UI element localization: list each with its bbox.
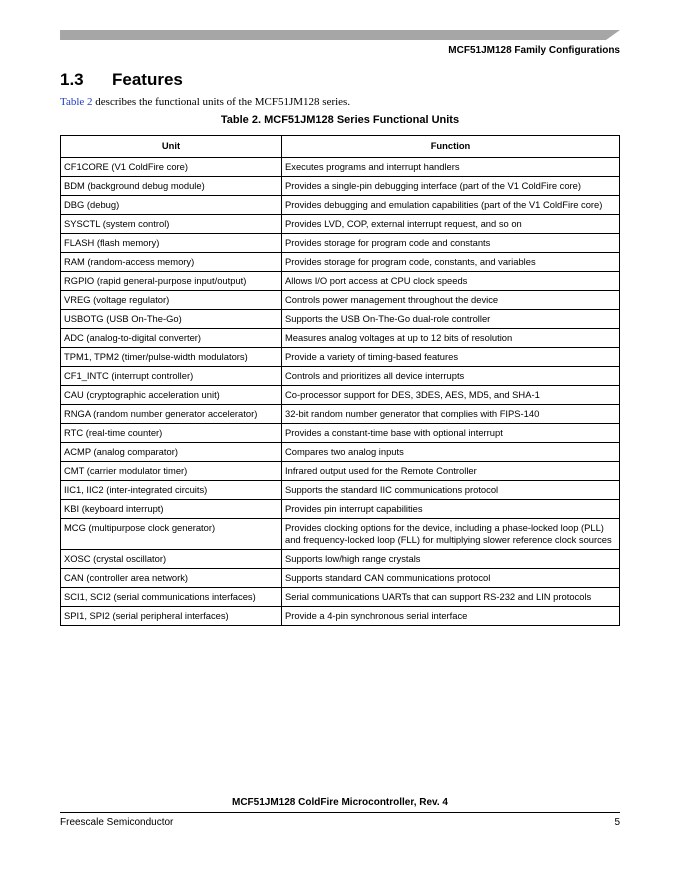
footer-divider <box>60 812 620 813</box>
table-row <box>61 348 620 367</box>
unit-cell: CMT (carrier modulator timer) <box>61 462 282 481</box>
unit-cell: RAM (random-access memory) <box>61 253 282 272</box>
table-row <box>61 424 620 443</box>
table-row <box>61 405 620 424</box>
table-row <box>61 367 620 386</box>
unit-cell: XOSC (crystal oscillator) <box>61 550 282 569</box>
table-row <box>61 500 620 519</box>
table-row <box>61 272 620 291</box>
section-number: 1.3 <box>60 70 84 89</box>
function-cell: Provide a variety of timing-based features <box>282 348 620 367</box>
unit-cell: MCG (multipurpose clock generator) <box>61 519 282 550</box>
function-cell: Serial communications UARTs that can support RS-232 and LIN protocols <box>282 588 620 607</box>
unit-cell: CAN (controller area network) <box>61 569 282 588</box>
unit-cell: IIC1, IIC2 (inter-integrated circuits) <box>61 481 282 500</box>
function-cell: Provides LVD, COP, external interrupt request, and so on <box>282 215 620 234</box>
section-heading <box>60 70 183 90</box>
running-header: MCF51JM128 Family Configurations <box>448 45 620 56</box>
header-unit: Unit <box>61 136 282 158</box>
unit-cell: CF1CORE (V1 ColdFire core) <box>61 158 282 177</box>
function-cell: Supports standard CAN communications protocol <box>282 569 620 588</box>
table-row <box>61 550 620 569</box>
table-header-row <box>61 136 620 158</box>
table-row <box>61 569 620 588</box>
unit-cell: RTC (real-time counter) <box>61 424 282 443</box>
function-cell: Compares two analog inputs <box>282 443 620 462</box>
unit-cell: CF1_INTC (interrupt controller) <box>61 367 282 386</box>
page-number: 5 <box>614 817 620 828</box>
table-row <box>61 253 620 272</box>
table-row <box>61 607 620 626</box>
function-cell: Executes programs and interrupt handlers <box>282 158 620 177</box>
function-cell: Controls power management throughout the device <box>282 291 620 310</box>
function-cell: Supports the standard IIC communications protocol <box>282 481 620 500</box>
function-cell: Allows I/O port access at CPU clock speeds <box>282 272 620 291</box>
unit-cell: BDM (background debug module) <box>61 177 282 196</box>
function-cell: Provide a 4-pin synchronous serial interface <box>282 607 620 626</box>
unit-cell: ACMP (analog comparator) <box>61 443 282 462</box>
function-cell: Supports the USB On-The-Go dual-role controller <box>282 310 620 329</box>
unit-cell: TPM1, TPM2 (timer/pulse-width modulators) <box>61 348 282 367</box>
function-cell: Provides pin interrupt capabilities <box>282 500 620 519</box>
header-function: Function <box>282 136 620 158</box>
table-row <box>61 177 620 196</box>
unit-cell: RNGA (random number generator accelerator) <box>61 405 282 424</box>
table-row <box>61 386 620 405</box>
footer-doc-title: MCF51JM128 ColdFire Microcontroller, Rev. 4 <box>232 797 448 808</box>
unit-cell: SCI1, SCI2 (serial communications interfaces) <box>61 588 282 607</box>
function-cell: Provides a single-pin debugging interface (part of the V1 ColdFire core) <box>282 177 620 196</box>
footer-company: Freescale Semiconductor <box>60 817 174 828</box>
header-bar <box>60 30 620 40</box>
function-cell: Provides debugging and emulation capabilities (part of the V1 ColdFire core) <box>282 196 620 215</box>
unit-cell: RGPIO (rapid general-purpose input/output) <box>61 272 282 291</box>
table-row <box>61 481 620 500</box>
unit-cell: KBI (keyboard interrupt) <box>61 500 282 519</box>
function-cell: Infrared output used for the Remote Controller <box>282 462 620 481</box>
table-caption: Table 2. MCF51JM128 Series Functional Units <box>220 114 460 126</box>
section-title: Features <box>112 70 183 89</box>
table-row <box>61 215 620 234</box>
unit-cell: SYSCTL (system control) <box>61 215 282 234</box>
table-row <box>61 291 620 310</box>
table-row <box>61 329 620 348</box>
unit-cell: FLASH (flash memory) <box>61 234 282 253</box>
function-cell: Provides storage for program code, constants, and variables <box>282 253 620 272</box>
unit-cell: DBG (debug) <box>61 196 282 215</box>
intro-text: describes the functional units of the MCF51JM128 series. <box>92 96 351 108</box>
table-row <box>61 443 620 462</box>
unit-cell: CAU (cryptographic acceleration unit) <box>61 386 282 405</box>
table-row <box>61 588 620 607</box>
unit-cell: SPI1, SPI2 (serial peripheral interfaces) <box>61 607 282 626</box>
unit-cell: ADC (analog-to-digital converter) <box>61 329 282 348</box>
table-reference-link[interactable]: Table 2 <box>60 96 93 108</box>
function-cell: Measures analog voltages at up to 12 bits of resolution <box>282 329 620 348</box>
table-row <box>61 158 620 177</box>
table-row <box>61 234 620 253</box>
function-cell: 32-bit random number generator that complies with FIPS-140 <box>282 405 620 424</box>
function-cell: Supports low/high range crystals <box>282 550 620 569</box>
function-cell: Co-processor support for DES, 3DES, AES, MD5, and SHA-1 <box>282 386 620 405</box>
intro-paragraph <box>60 96 350 108</box>
functional-units-table <box>60 135 620 626</box>
unit-cell: VREG (voltage regulator) <box>61 291 282 310</box>
table-row <box>61 462 620 481</box>
function-cell: Controls and prioritizes all device interrupts <box>282 367 620 386</box>
table-row <box>61 519 620 550</box>
function-cell: Provides a constant-time base with optional interrupt <box>282 424 620 443</box>
table-row <box>61 196 620 215</box>
function-cell: Provides storage for program code and constants <box>282 234 620 253</box>
unit-cell: USBOTG (USB On-The-Go) <box>61 310 282 329</box>
function-cell: Provides clocking options for the device, including a phase-locked loop (PLL) and frequency-locked loop (FLL) for multiplying slower reference clock sources <box>282 519 620 550</box>
table-row <box>61 310 620 329</box>
